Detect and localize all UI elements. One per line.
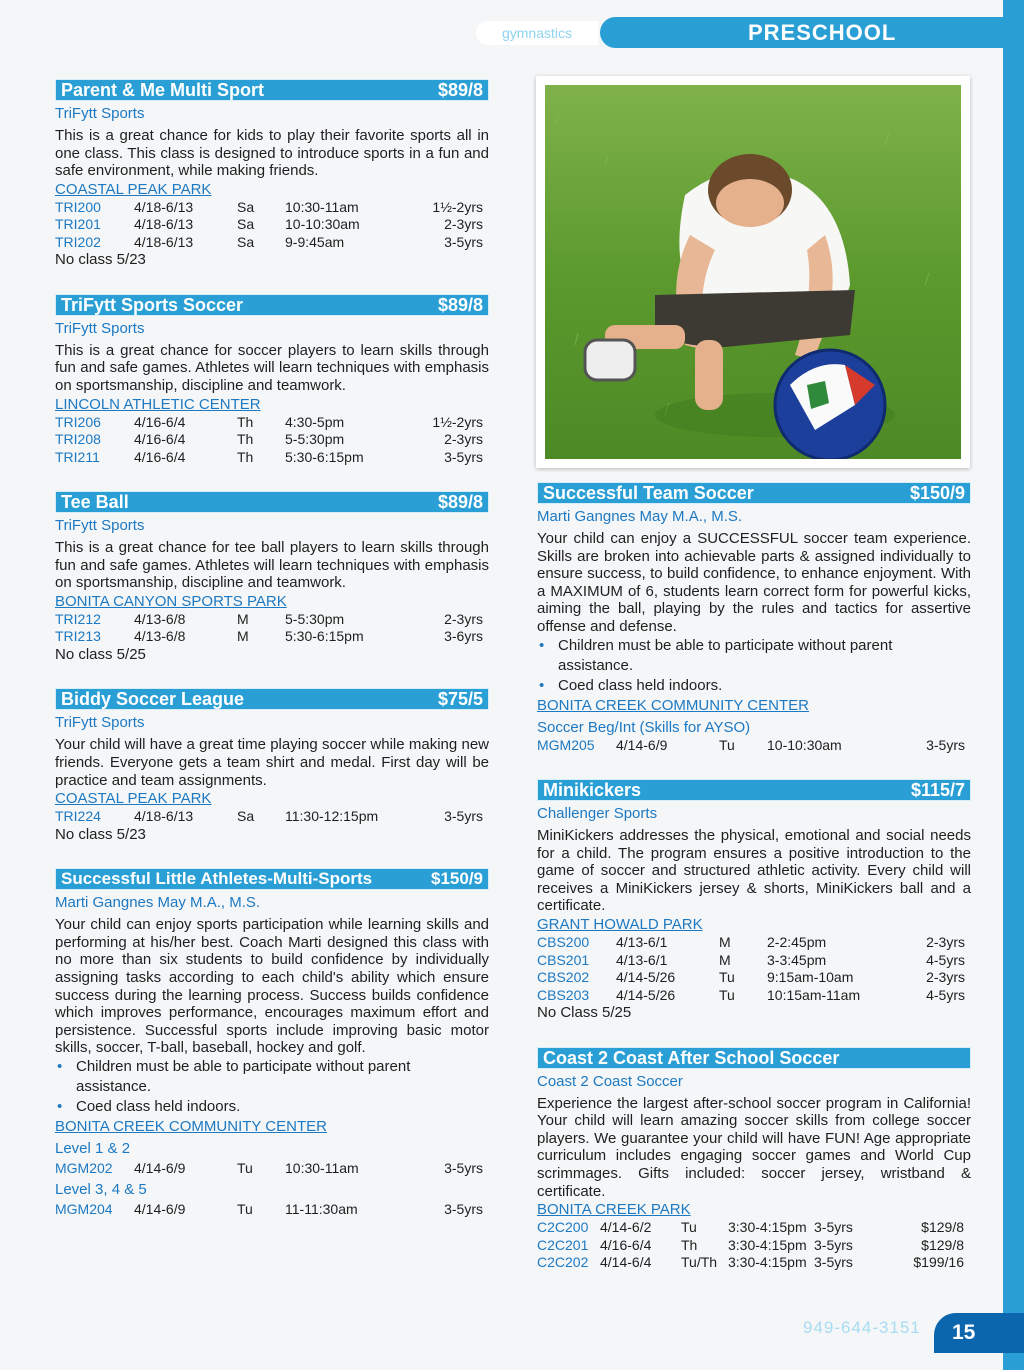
session-dates: 4/14-5/26 bbox=[616, 986, 676, 1003]
session-code[interactable]: C2C200 bbox=[537, 1219, 589, 1236]
session-time: 3:30-4:15pm bbox=[728, 1236, 807, 1253]
session-dates: 4/14-6/9 bbox=[616, 736, 668, 753]
course-header bbox=[55, 79, 489, 101]
course-price: $89/8 bbox=[437, 80, 483, 100]
session-dates: 4/13-6/8 bbox=[134, 628, 186, 645]
session-day: Sa bbox=[237, 216, 255, 233]
session-dates: 4/13-6/1 bbox=[616, 951, 668, 968]
session-dates: 4/18-6/13 bbox=[134, 198, 194, 215]
session-day: Sa bbox=[237, 808, 255, 825]
session-row bbox=[55, 1201, 489, 1219]
session-ages: 3-5yrs bbox=[814, 1236, 853, 1253]
course-provider: Marti Gangnes May M.A., M.S. bbox=[537, 508, 743, 525]
session-time: 5-5:30pm bbox=[285, 431, 345, 448]
course-note: No class 5/23 bbox=[55, 251, 146, 269]
session-dates: 4/14-6/2 bbox=[600, 1219, 652, 1236]
session-ages: 1½-2yrs bbox=[432, 198, 483, 215]
session-row bbox=[537, 934, 971, 952]
session-day: Tu/Th bbox=[681, 1254, 718, 1271]
course-provider: Coast 2 Coast Soccer bbox=[537, 1072, 683, 1090]
course-provider: TriFytt Sports bbox=[55, 319, 145, 337]
session-day: Sa bbox=[237, 233, 255, 250]
session-day: Tu bbox=[719, 986, 735, 1003]
course-location-link[interactable]: BONITA CREEK COMMUNITY CENTER bbox=[537, 696, 809, 714]
session-row bbox=[55, 414, 489, 432]
session-row bbox=[55, 1160, 489, 1178]
course-little-athletes bbox=[55, 868, 489, 1219]
session-ages: 4-5yrs bbox=[926, 986, 965, 1003]
course-team-soccer bbox=[537, 482, 971, 754]
course-location-link[interactable]: BONITA CREEK PARK bbox=[537, 1201, 691, 1219]
session-ages: 4-5yrs bbox=[926, 951, 965, 968]
session-dates: 4/13-6/8 bbox=[134, 610, 186, 627]
course-bullet: • Coed class held indoors. bbox=[55, 1097, 489, 1117]
course-provider: TriFytt Sports bbox=[55, 714, 145, 732]
course-header bbox=[537, 482, 971, 504]
session-row bbox=[537, 969, 971, 987]
course-price: $89/8 bbox=[437, 294, 483, 315]
session-ages: 3-5yrs bbox=[444, 233, 483, 250]
session-day: Th bbox=[237, 431, 254, 448]
session-row bbox=[55, 199, 489, 217]
course-biddy bbox=[55, 688, 489, 843]
session-code[interactable]: MGM205 bbox=[537, 736, 595, 753]
session-code[interactable]: TRI224 bbox=[55, 808, 101, 825]
session-dates: 4/16-6/4 bbox=[134, 413, 186, 430]
session-row bbox=[537, 987, 971, 1005]
course-bullet: • Children must be able to participate without parent assistance. bbox=[55, 1057, 489, 1097]
session-dates: 4/14-6/9 bbox=[134, 1159, 186, 1176]
session-code[interactable]: TRI212 bbox=[55, 610, 101, 627]
session-fee: $129/8 bbox=[921, 1236, 964, 1253]
course-title: Tee Ball bbox=[61, 492, 129, 513]
session-day: Tu bbox=[719, 969, 735, 986]
session-list bbox=[537, 934, 971, 1004]
course-minikickers bbox=[537, 779, 971, 1021]
course-note: No Class 5/25 bbox=[537, 1004, 632, 1022]
session-ages: 2-3yrs bbox=[444, 610, 483, 627]
session-code[interactable]: C2C201 bbox=[537, 1236, 589, 1253]
course-provider: TriFytt Sports bbox=[55, 517, 145, 535]
session-time: 2-2:45pm bbox=[767, 934, 827, 951]
category-tab[interactable]: gymnastics bbox=[476, 21, 598, 45]
session-day: Sa bbox=[237, 198, 255, 215]
session-dates: 4/16-6/4 bbox=[134, 448, 186, 465]
session-day: M bbox=[237, 628, 249, 645]
course-header bbox=[55, 868, 489, 890]
session-time: 3:30-4:15pm bbox=[728, 1254, 807, 1271]
session-ages: 3-5yrs bbox=[814, 1254, 853, 1271]
session-ages: 2-3yrs bbox=[926, 969, 965, 986]
session-dates: 4/14-6/9 bbox=[134, 1201, 186, 1218]
session-code[interactable]: TRI202 bbox=[55, 233, 101, 250]
session-day: Th bbox=[237, 413, 254, 430]
session-ages: 3-5yrs bbox=[444, 1201, 483, 1218]
session-code[interactable]: CBS202 bbox=[537, 969, 590, 986]
session-ages: 1½-2yrs bbox=[432, 413, 483, 430]
course-location-link[interactable]: COASTAL PEAK PARK bbox=[55, 180, 212, 198]
session-row bbox=[55, 449, 489, 467]
session-row bbox=[537, 1219, 971, 1237]
session-time: 10-10:30am bbox=[767, 736, 842, 753]
course-location-link[interactable]: BONITA CREEK COMMUNITY CENTER bbox=[55, 1117, 327, 1135]
session-time: 10:30-11am bbox=[285, 198, 359, 215]
course-description: Your child can enjoy a SUCCESSFUL soccer team experience. Skills are broken into achievable parts & assigned individually to ensure success, to build confidence, to enhance enjoyment. With a MAXIMUM of 6, students learn correct form for powerful kicks, aiming the ball, playing by the rules and tactics for assertive offense and defense. bbox=[537, 530, 971, 635]
course-description: Your child will have a great time playing soccer while making new friends. Everyone gets a team shirt and medal. First day will be practice and team assignments. bbox=[55, 736, 489, 789]
session-time: 10:30-11am bbox=[285, 1159, 359, 1176]
course-location-link[interactable]: LINCOLN ATHLETIC CENTER bbox=[55, 395, 261, 413]
session-fee: $129/8 bbox=[921, 1219, 964, 1236]
course-parent-me bbox=[55, 79, 489, 269]
course-title: Minikickers bbox=[543, 780, 642, 801]
photo-frame bbox=[536, 76, 970, 468]
session-ages: 2-3yrs bbox=[926, 934, 965, 951]
course-price: $75/5 bbox=[437, 689, 483, 710]
course-header bbox=[537, 1047, 971, 1069]
level-label: Level 1 & 2 bbox=[55, 1139, 131, 1157]
course-note: No class 5/23 bbox=[55, 825, 146, 843]
course-location-link[interactable]: COASTAL PEAK PARK bbox=[55, 790, 212, 808]
session-dates: 4/18-6/13 bbox=[134, 233, 194, 250]
session-code[interactable]: MGM202 bbox=[55, 1159, 113, 1176]
session-day: Tu bbox=[719, 736, 735, 753]
course-title: Parent & Me Multi Sport bbox=[61, 80, 265, 100]
session-day: Tu bbox=[681, 1219, 697, 1236]
course-header bbox=[55, 491, 489, 513]
left-column bbox=[55, 79, 489, 1219]
course-provider: Marti Gangnes May M.A., M.S. bbox=[55, 894, 261, 912]
session-ages: 3-5yrs bbox=[444, 448, 483, 465]
course-description: MiniKickers addresses the physical, emotional and social needs for a child. The program ensures a positive introduction to the game of soccer and structured athletic activity. Every child will receives a MiniKickers jersey & shorts, MiniKickers ball and a certificate. bbox=[537, 827, 971, 915]
course-price: $150/9 bbox=[909, 483, 965, 503]
course-title: Successful Team Soccer bbox=[543, 483, 754, 503]
session-day: Th bbox=[237, 448, 254, 465]
course-header bbox=[55, 294, 489, 316]
session-time: 10:15am-11am bbox=[767, 986, 861, 1003]
session-ages: 3-6yrs bbox=[444, 628, 483, 645]
session-code[interactable]: TRI213 bbox=[55, 628, 101, 645]
session-day: M bbox=[237, 610, 249, 627]
course-bullet: • Children must be able to participate without parent assistance. bbox=[537, 636, 971, 676]
course-price: $89/8 bbox=[437, 492, 483, 513]
course-description: Your child can enjoy sports participation while learning skills and performing at his/her best. Coach Marti designed this class with no more than six students to build confidence by individually assigning tasks according to each child's ability which ensure success during the learning process. Success builds confidence which improves performance, encourages maximum effort and persistence. Successful sports include improving basic motor skills, soccer, T-ball, baseball, hockey and golf. bbox=[55, 916, 489, 1057]
session-row bbox=[55, 216, 489, 234]
session-row bbox=[537, 737, 971, 755]
session-dates: 4/14-6/4 bbox=[600, 1254, 652, 1271]
course-note: No class 5/25 bbox=[55, 645, 146, 663]
session-day: Tu bbox=[237, 1159, 253, 1176]
course-title: Successful Little Athletes-Multi-Sports bbox=[61, 869, 373, 889]
level-label: Level 3, 4 & 5 bbox=[55, 1181, 147, 1199]
session-code[interactable]: TRI206 bbox=[55, 413, 101, 430]
right-column bbox=[537, 482, 971, 1272]
session-list bbox=[55, 414, 489, 467]
session-row bbox=[55, 431, 489, 449]
course-title: Coast 2 Coast After School Soccer bbox=[543, 1047, 840, 1068]
course-provider: Challenger Sports bbox=[537, 805, 658, 823]
course-header bbox=[55, 688, 489, 710]
session-list bbox=[55, 199, 489, 252]
course-description: Experience the largest after-school soccer program in California! Your child will learn amazing soccer skills from college soccer players. We guarantee your child will have FUN! Age appropriate curriculum includes engaging soccer games and World Cup scrimmages. Gifts included: soccer jersey, wristband & certificate. bbox=[537, 1094, 971, 1200]
session-row bbox=[55, 628, 489, 646]
session-dates: 4/16-6/4 bbox=[134, 431, 186, 448]
session-time: 11:30-12:15pm bbox=[285, 808, 379, 825]
child-soccer-illustration bbox=[545, 85, 961, 459]
course-price: $150/9 bbox=[431, 869, 483, 889]
session-ages: 3-5yrs bbox=[814, 1219, 853, 1236]
course-soccer bbox=[55, 294, 489, 466]
session-dates: 4/13-6/1 bbox=[616, 934, 668, 951]
session-time: 3:30-4:15pm bbox=[728, 1219, 807, 1236]
course-title: Biddy Soccer League bbox=[61, 689, 245, 710]
session-row bbox=[537, 952, 971, 970]
course-location-link[interactable]: GRANT HOWALD PARK bbox=[537, 916, 703, 934]
course-description: This is a great chance for kids to play their favorite sports all in one class. This class is designed to introduce sports in a fun and safe environment, while making friends. bbox=[55, 127, 489, 180]
level-label: Soccer Beg/Int (Skills for AYSO) bbox=[537, 718, 751, 736]
session-day: M bbox=[719, 951, 731, 968]
session-dates: 4/18-6/13 bbox=[134, 216, 194, 233]
session-fee: $199/16 bbox=[913, 1254, 964, 1271]
session-ages: 2-3yrs bbox=[444, 431, 483, 448]
course-description: This is a great chance for tee ball players to learn skills through fun and safe games. Athletes will learn techniques with emphasis on sportsmanship, discipline and teamwork. bbox=[55, 539, 489, 592]
session-time: 5:30-6:15pm bbox=[285, 448, 364, 465]
session-code[interactable]: CBS200 bbox=[537, 934, 590, 951]
right-edge-bar bbox=[1003, 0, 1024, 1370]
session-dates: 4/18-6/13 bbox=[134, 808, 194, 825]
session-code[interactable]: TRI208 bbox=[55, 431, 101, 448]
child-soccer-photo bbox=[545, 85, 961, 459]
page-number: 15 bbox=[934, 1313, 1024, 1353]
session-day: M bbox=[719, 934, 731, 951]
session-list bbox=[537, 1219, 971, 1272]
session-time: 11-11:30am bbox=[285, 1201, 358, 1218]
session-row bbox=[55, 808, 489, 826]
session-time: 5:30-6:15pm bbox=[285, 628, 364, 645]
session-ages: 3-5yrs bbox=[444, 1159, 483, 1176]
session-time: 3-3:45pm bbox=[767, 951, 827, 968]
course-provider: TriFytt Sports bbox=[55, 105, 145, 122]
session-time: 9:15am-10am bbox=[767, 969, 854, 986]
session-ages: 3-5yrs bbox=[926, 736, 965, 753]
session-code[interactable]: CBS203 bbox=[537, 986, 590, 1003]
session-row bbox=[55, 611, 489, 629]
session-code[interactable]: MGM204 bbox=[55, 1201, 113, 1218]
session-time: 10-10:30am bbox=[285, 216, 360, 233]
session-ages: 2-3yrs bbox=[444, 216, 483, 233]
session-row bbox=[537, 1254, 971, 1272]
phone-number: 949-644-3151 bbox=[803, 1318, 921, 1337]
session-list bbox=[55, 808, 489, 826]
session-day: Th bbox=[681, 1236, 698, 1253]
session-code[interactable]: TRI211 bbox=[55, 448, 100, 465]
session-code[interactable]: TRI201 bbox=[55, 216, 101, 233]
session-ages: 3-5yrs bbox=[444, 808, 483, 825]
session-row bbox=[55, 234, 489, 252]
course-location-link[interactable]: BONITA CANYON SPORTS PARK bbox=[55, 592, 287, 610]
course-bullet: • Coed class held indoors. bbox=[537, 676, 971, 696]
course-price: $115/7 bbox=[910, 780, 965, 801]
course-header bbox=[537, 779, 971, 801]
session-day: Tu bbox=[237, 1201, 253, 1218]
session-time: 4:30-5pm bbox=[285, 413, 345, 430]
session-dates: 4/16-6/4 bbox=[600, 1236, 652, 1253]
session-code[interactable]: TRI200 bbox=[55, 198, 101, 215]
course-coast2coast bbox=[537, 1047, 971, 1272]
course-title: TriFytt Sports Soccer bbox=[61, 294, 244, 315]
course-teeball bbox=[55, 491, 489, 663]
session-list bbox=[55, 611, 489, 646]
session-code[interactable]: CBS201 bbox=[537, 951, 590, 968]
session-time: 9-9:45am bbox=[285, 233, 345, 250]
course-description: This is a great chance for soccer players to learn skills through fun and safe games. Athletes will learn techniques with emphasis on sportsmanship, discipline and teamwork. bbox=[55, 341, 489, 394]
session-code[interactable]: C2C202 bbox=[537, 1254, 589, 1271]
session-dates: 4/14-5/26 bbox=[616, 969, 676, 986]
section-title: PRESCHOOL bbox=[600, 17, 1024, 48]
session-time: 5-5:30pm bbox=[285, 610, 345, 627]
session-row bbox=[537, 1237, 971, 1255]
